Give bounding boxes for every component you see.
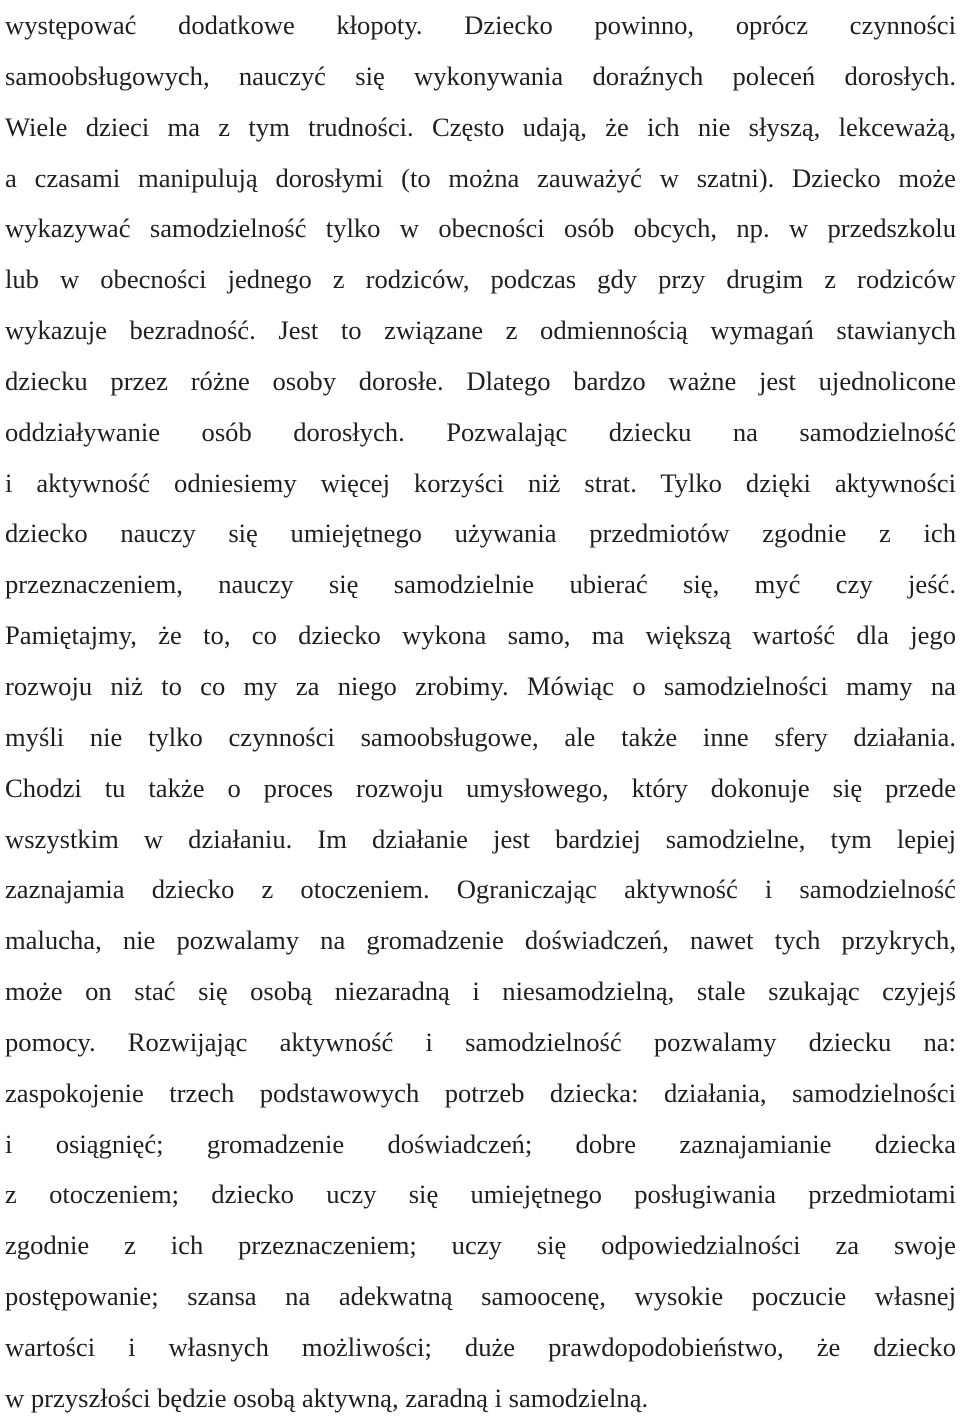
text-line: wykazuje bezradność. Jest to związane z odmiennością wymagań stawianych	[5, 315, 956, 346]
text-line: malucha, nie pozwalamy na gromadzenie doświadczeń, nawet tych przykrych,	[5, 925, 956, 956]
text-line: rozwoju niż to co my za niego zrobimy. Mówiąc o samodzielności mamy na	[5, 670, 956, 701]
text-line: zaznajamia dziecko z otoczeniem. Ograniczając aktywność i samodzielność	[5, 874, 956, 905]
text-line: z otoczeniem; dziecko uczy się umiejętnego posługiwania przedmiotami	[5, 1179, 956, 1210]
text-line: wykazywać samodzielność tylko w obecności osób obcych, np. w przedszkolu	[5, 213, 956, 244]
document-page	[5, 0, 956, 1424]
text-line-last: w przyszłości będzie osobą aktywną, zaradną i samodzielną.	[5, 1382, 649, 1413]
text-line: lub w obecności jednego z rodziców, podczas gdy przy drugim z rodziców	[5, 264, 956, 295]
text-line: oddziaływanie osób dorosłych. Pozwalając dziecku na samodzielność	[5, 416, 956, 447]
text-line: postępowanie; szansa na adekwatną samoocenę, wysokie poczucie własnej	[5, 1281, 956, 1312]
text-line: i osiągnięć; gromadzenie doświadczeń; dobre zaznajamianie dziecka	[5, 1128, 956, 1159]
text-line: występować dodatkowe kłopoty. Dziecko powinno, oprócz czynności	[5, 10, 956, 40]
text-line: dziecku przez różne osoby dorosłe. Dlatego bardzo ważne jest ujednolicone	[5, 365, 956, 396]
text-line: Wiele dzieci ma z tym trudności. Często udają, że ich nie słyszą, lekceważą,	[5, 111, 956, 142]
text-line: Chodzi tu także o proces rozwoju umysłowego, który dokonuje się przede	[5, 772, 956, 803]
text-line: przeznaczeniem, nauczy się samodzielnie ubierać się, myć czy jeść.	[5, 569, 956, 600]
text-line: a czasami manipulują dorosłymi (to można zauważyć w szatni). Dziecko może	[5, 162, 956, 193]
text-line: zgodnie z ich przeznaczeniem; uczy się odpowiedzialności za swoje	[5, 1230, 956, 1261]
text-line: wartości i własnych możliwości; duże prawdopodobieństwo, że dziecko	[5, 1331, 956, 1362]
text-line: może on stać się osobą niezaradną i niesamodzielną, stale szukając czyjejś	[5, 976, 956, 1007]
text-line: i aktywność odniesiemy więcej korzyści niż strat. Tylko dzięki aktywności	[5, 467, 956, 498]
text-line: pomocy. Rozwijając aktywność i samodzielność pozwalamy dziecku na:	[5, 1026, 956, 1057]
text-line: myśli nie tylko czynności samoobsługowe, ale także inne sfery działania.	[5, 721, 956, 752]
text-line: samoobsługowych, nauczyć się wykonywania doraźnych poleceń dorosłych.	[5, 60, 956, 91]
text-line: dziecko nauczy się umiejętnego używania przedmiotów zgodnie z ich	[5, 518, 956, 549]
text-line: zaspokojenie trzech podstawowych potrzeb dziecka: działania, samodzielności	[5, 1077, 956, 1108]
text-line: Pamiętajmy, że to, co dziecko wykona samo, ma większą wartość dla jego	[5, 620, 956, 651]
text-line: wszystkim w działaniu. Im działanie jest bardziej samodzielne, tym lepiej	[5, 823, 956, 854]
